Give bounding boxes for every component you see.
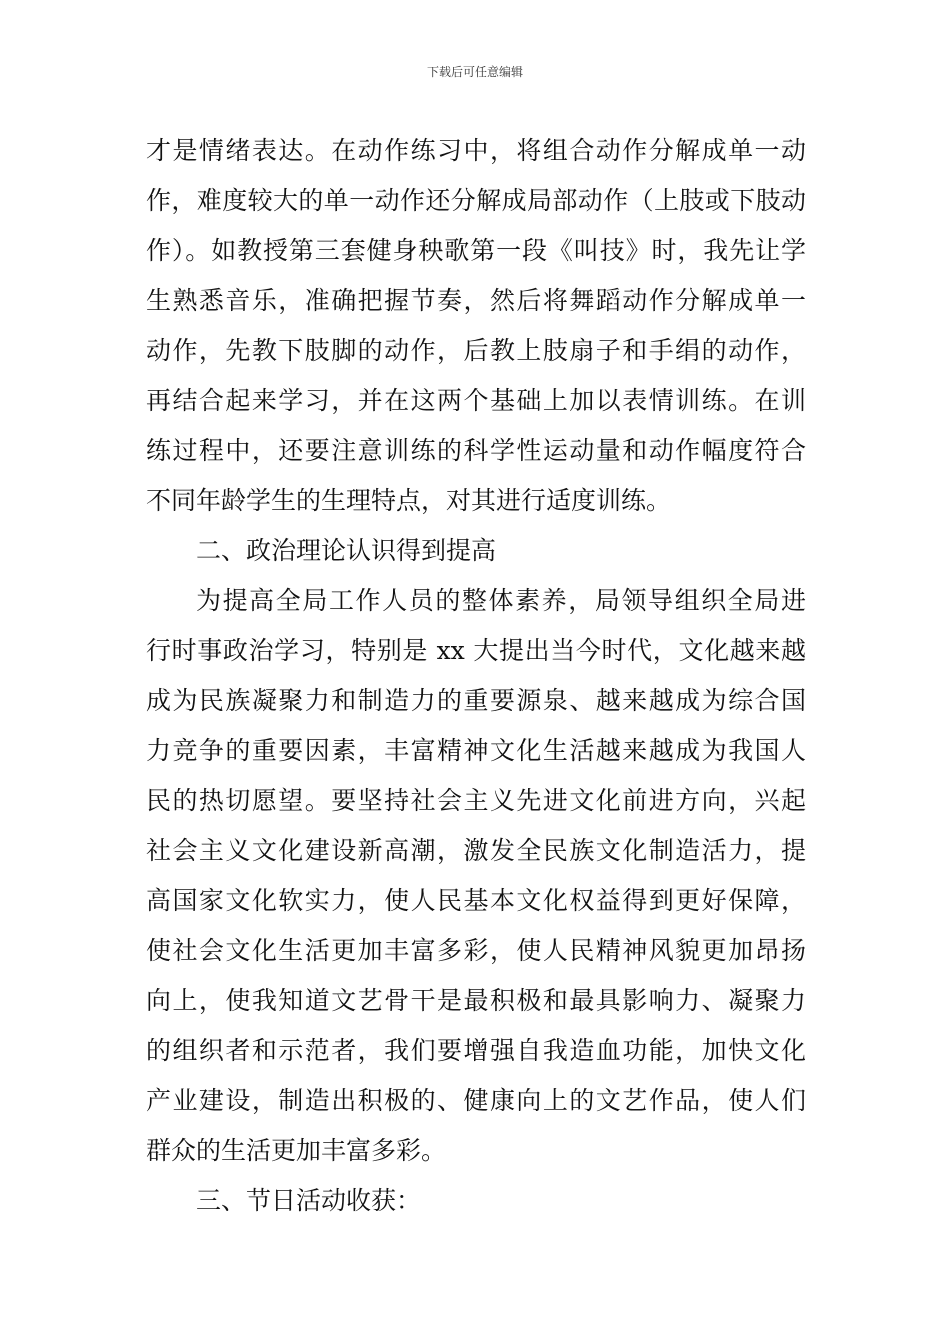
text-line: 力竞争的重要因素，丰富精神文化生活越来越成为我国人 [146,736,806,765]
text-line: 作，难度较大的单一动作还分解成局部动作（上肢或下肢动 [146,186,806,215]
section-heading: 二、政治理论认识得到提高 [196,536,497,565]
text-line: 向上，使我知道文艺骨干是最积极和最具影响力、凝聚力 [146,986,806,1015]
section-heading: 三、节日活动收获： [196,1186,422,1215]
text-line: 生熟悉音乐，准确把握节奏，然后将舞蹈动作分解成单一 [146,286,806,315]
text-line: 才是情绪表达。在动作练习中，将组合动作分解成单一动 [146,136,806,165]
text-line: 高国家文化软实力，使人民基本文化权益得到更好保障， [146,886,806,915]
page-header: 下载后可任意编辑 [426,65,523,79]
text-line: 成为民族凝聚力和制造力的重要源泉、越来越成为综合国 [146,686,806,715]
text-line: 产业建设，制造出积极的、健康向上的文艺作品，使人们 [146,1086,806,1115]
text-line: 不同年龄学生的生理特点，对其进行适度训练。 [146,486,672,515]
text-line: 民的热切愿望。要坚持社会主义先进文化前进方向，兴起 [146,786,806,815]
text-line: 社会主义文化建设新高潮，激发全民族文化制造活力，提 [146,836,806,865]
text-line: 群众的生活更加丰富多彩。 [146,1136,447,1165]
text-line: 练过程中，还要注意训练的科学性运动量和动作幅度符合 [146,436,806,465]
document-body [146,126,806,1226]
text-line: 行时事政治学习，特别是 xx 大提出当今时代，文化越来越 [146,636,806,665]
text-line: 作）。如教授第三套健身秧歌第一段《叫技》时，我先让学 [146,236,806,265]
text-line: 的组织者和示范者，我们要增强自我造血功能，加快文化 [146,1036,806,1065]
text-line: 动作，先教下肢脚的动作，后教上肢扇子和手绢的动作， [146,336,806,365]
text-line: 再结合起来学习，并在这两个基础上加以表情训练。在训 [146,386,806,415]
text-line: 为提高全局工作人员的整体素养，局领导组织全局进 [196,586,806,615]
text-line: 使社会文化生活更加丰富多彩，使人民精神风貌更加昂扬 [146,936,806,965]
